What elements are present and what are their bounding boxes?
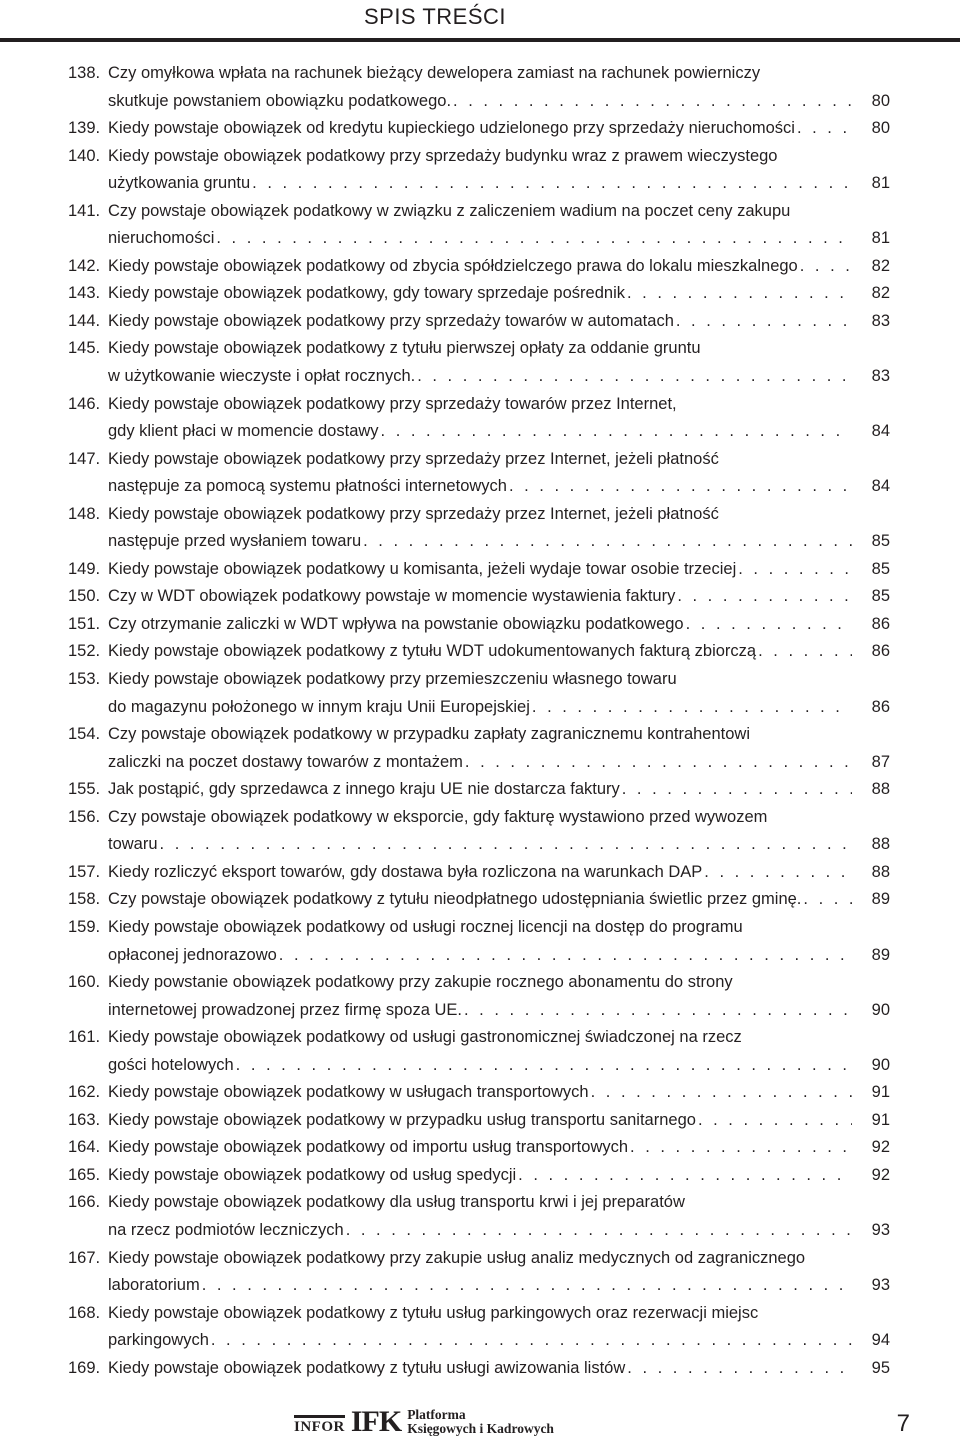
entry-body — [108, 804, 890, 859]
dot-leader — [738, 556, 852, 584]
entry-page-number: 89 — [871, 890, 890, 909]
entry-page-number: 87 — [871, 752, 890, 771]
entry-last-line — [108, 115, 890, 143]
entry-last-line — [108, 170, 890, 198]
entry-number: 144. — [68, 311, 101, 330]
entry-title-line: Kiedy powstaje obowiązek podatkowy z tytułu usług parkingowych oraz rezerwacji miejsc — [108, 1303, 759, 1322]
dot-leader — [627, 1355, 852, 1383]
toc-entry[interactable] — [68, 1024, 890, 1079]
toc-entry[interactable] — [68, 198, 890, 253]
dot-leader — [800, 253, 852, 281]
entry-body — [108, 391, 890, 446]
entry-last-line — [108, 1217, 890, 1245]
entry-title-line: do magazynu położonego w innym kraju Unii Europejskiej — [108, 697, 530, 716]
entry-title-line: Kiedy powstaje obowiązek podatkowy od usługi rocznej licencji na dostęp do programu — [108, 917, 743, 936]
entry-number: 138. — [68, 64, 101, 82]
toc-entry[interactable] — [68, 253, 890, 281]
dot-leader — [465, 749, 852, 777]
entry-title-line: Kiedy powstaje obowiązek podatkowy przy sprzedaży budynku wraz z prawem wieczystego — [108, 146, 778, 165]
entry-page-number: 83 — [871, 311, 890, 330]
entry-number: 166. — [68, 1193, 101, 1212]
entry-title-line: Kiedy rozliczyć eksport towarów, gdy dostawa była rozliczona na warunkach DAP — [108, 862, 703, 881]
toc-entry[interactable] — [68, 1162, 890, 1190]
toc-entry[interactable] — [68, 308, 890, 336]
entry-page-number: 81 — [871, 174, 890, 193]
entry-title-line: Kiedy powstaje obowiązek podatkowy w usługach transportowych — [108, 1083, 589, 1102]
entry-number: 145. — [68, 339, 101, 358]
dot-leader — [211, 1327, 852, 1355]
entry-body — [108, 611, 890, 639]
entry-body — [108, 501, 890, 556]
entry-number: 154. — [68, 725, 101, 744]
entry-number: 158. — [68, 890, 101, 909]
dot-leader — [160, 831, 852, 859]
entry-number: 141. — [68, 201, 101, 220]
entry-last-line — [108, 1272, 890, 1300]
toc-entry[interactable] — [68, 1245, 890, 1300]
dot-leader — [453, 88, 852, 116]
entry-body — [108, 1107, 890, 1135]
entry-title-line: Kiedy powstaje obowiązek podatkowy z tytułu WDT udokumentowanych fakturą zbiorczą — [108, 642, 757, 661]
entry-title-line: Kiedy powstaje obowiązek podatkowy od usług spedycji — [108, 1165, 517, 1184]
entry-page-number: 80 — [871, 119, 890, 138]
logo-line-2: Księgowych i Kadrowych — [407, 1421, 554, 1436]
toc-entry[interactable] — [68, 335, 890, 390]
entry-title-line: Kiedy powstaje obowiązek podatkowy w przypadku usług transportu sanitarnego — [108, 1110, 696, 1129]
entry-number: 146. — [68, 394, 101, 413]
entry-last-line — [108, 611, 890, 639]
entry-page-number: 85 — [871, 587, 890, 606]
entry-page-number: 85 — [871, 559, 890, 578]
entry-last-line — [108, 1134, 890, 1162]
dot-leader — [363, 528, 852, 556]
entry-title-line: w użytkowanie wieczyste i opłat rocznych. — [108, 367, 416, 386]
toc-entry[interactable] — [68, 611, 890, 639]
entry-body — [108, 1189, 890, 1244]
entry-body — [108, 1162, 890, 1190]
entry-number: 140. — [68, 146, 101, 165]
dot-leader — [627, 280, 852, 308]
entry-page-number: 88 — [871, 780, 890, 799]
entry-page-number: 91 — [871, 1083, 890, 1102]
entry-body — [108, 253, 890, 281]
entry-page-number: 86 — [871, 614, 890, 633]
entry-last-line — [108, 776, 890, 804]
entry-page-number: 86 — [871, 697, 890, 716]
entry-number: 149. — [68, 559, 101, 578]
entry-body — [108, 776, 890, 804]
dot-leader — [704, 859, 852, 887]
entry-title-line: Kiedy powstaje obowiązek podatkowy przy sprzedaży towarów przez Internet, — [108, 394, 677, 413]
toc-entry[interactable] — [68, 969, 890, 1024]
entry-title-line: Kiedy powstaje obowiązek podatkowy przy przemieszczeniu własnego towaru — [108, 670, 677, 689]
entry-last-line — [108, 88, 890, 116]
entry-body — [108, 1079, 890, 1107]
entry-last-line — [108, 831, 890, 859]
entry-title-line: Kiedy powstaje obowiązek podatkowy od usługi gastronomicznej świadczonej na rzecz — [108, 1028, 742, 1047]
entry-page-number: 88 — [871, 835, 890, 854]
entry-last-line — [108, 859, 890, 887]
dot-leader — [417, 363, 852, 391]
entry-number: 152. — [68, 642, 101, 661]
entry-last-line — [108, 473, 890, 501]
entry-last-line — [108, 942, 890, 970]
dot-leader — [532, 694, 852, 722]
toc-entry[interactable] — [68, 391, 890, 446]
dot-leader — [622, 776, 852, 804]
entry-title-line: Kiedy powstaje obowiązek od kredytu kupieckiego udzielonego przy sprzedaży nieruchomości — [108, 119, 795, 138]
entry-title-line: Kiedy powstaje obowiązek podatkowy przy zakupie usług analiz medycznych od zagranicznego — [108, 1248, 806, 1267]
entry-title-line: nieruchomości — [108, 229, 215, 248]
entry-number: 168. — [68, 1303, 101, 1322]
entry-body — [108, 583, 890, 611]
entry-last-line — [108, 1079, 890, 1107]
dot-leader — [803, 886, 852, 914]
entry-number: 164. — [68, 1138, 101, 1157]
entry-last-line — [108, 1052, 890, 1080]
entry-title-line: Jak postąpić, gdy sprzedawca z innego kraju UE nie dostarcza faktury — [108, 780, 620, 799]
entry-page-number: 92 — [871, 1138, 890, 1157]
entry-last-line — [108, 694, 890, 722]
toc-entry[interactable] — [68, 638, 890, 666]
toc-entry[interactable] — [68, 280, 890, 308]
entry-title-line: Czy powstaje obowiązek podatkowy w przypadku zapłaty zagranicznemu kontrahentowi — [108, 725, 751, 744]
toc-entry[interactable] — [68, 914, 890, 969]
logo-line-1: Platforma — [407, 1407, 466, 1422]
entry-title-line: następuje przed wysłaniem towaru — [108, 532, 362, 551]
toc-entry[interactable] — [68, 1079, 890, 1107]
entry-title-line: internetowej prowadzonej przez firmę spoza UE. — [108, 1000, 463, 1019]
toc-entry[interactable] — [68, 556, 890, 584]
dot-leader — [216, 225, 852, 253]
entry-number: 147. — [68, 449, 101, 468]
logo-ifk: IFK — [350, 1405, 402, 1438]
entry-number: 142. — [68, 256, 101, 275]
table-of-contents — [68, 60, 890, 1382]
entry-number: 169. — [68, 1358, 101, 1377]
entry-body — [108, 198, 890, 253]
entry-last-line — [108, 886, 890, 914]
entry-title-line: gdy klient płaci w momencie dostawy — [108, 422, 379, 441]
entry-title-line: gości hotelowych — [108, 1055, 234, 1074]
entry-title-line: Kiedy powstaje obowiązek podatkowy u komisanta, jeżeli wydaje towar osobie trzeciej — [108, 559, 737, 578]
entry-body — [108, 1024, 890, 1079]
entry-title-line: laboratorium — [108, 1276, 200, 1295]
dot-leader — [797, 115, 852, 143]
entry-page-number: 88 — [871, 862, 890, 881]
entry-title-line: Kiedy powstaje obowiązek podatkowy dla usług transportu krwi i jej preparatów — [108, 1193, 685, 1212]
entry-title-line: użytkowania gruntu — [108, 174, 251, 193]
toc-entry[interactable] — [68, 583, 890, 611]
entry-title-line: Czy omyłkowa wpłata na rachunek bieżący dewelopera zamiast na rachunek powierniczy — [108, 64, 761, 82]
dot-leader — [686, 611, 852, 639]
entry-number: 160. — [68, 973, 101, 992]
entry-last-line — [108, 280, 890, 308]
entry-title-line: Czy powstaje obowiązek podatkowy z tytułu nieodpłatnego udostępniania świetlic przez gminę. — [108, 890, 802, 909]
dot-leader — [381, 418, 852, 446]
entry-page-number: 95 — [871, 1358, 890, 1377]
entry-title-line: Kiedy powstaje obowiązek podatkowy od importu usług transportowych — [108, 1138, 629, 1157]
entry-number: 161. — [68, 1028, 101, 1047]
publisher-logo — [294, 1405, 554, 1438]
dot-leader — [464, 997, 852, 1025]
entry-page-number: 86 — [871, 642, 890, 661]
toc-entry[interactable] — [68, 1355, 890, 1383]
page-number: 7 — [896, 1410, 910, 1437]
dot-leader — [279, 942, 852, 970]
entry-body — [108, 969, 890, 1024]
entry-title-line: parkingowych — [108, 1331, 209, 1350]
entry-body — [108, 280, 890, 308]
header-rule — [0, 38, 960, 42]
entry-page-number: 81 — [871, 229, 890, 248]
entry-title-line: Kiedy powstanie obowiązek podatkowy przy zakupie rocznego abonamentu do strony — [108, 973, 733, 992]
entry-title-line: na rzecz podmiotów leczniczych — [108, 1220, 344, 1239]
entry-number: 148. — [68, 504, 101, 523]
entry-page-number: 82 — [871, 256, 890, 275]
entry-last-line — [108, 556, 890, 584]
entry-body — [108, 335, 890, 390]
entry-title-line: Czy otrzymanie zaliczki w WDT wpływa na powstanie obowiązku podatkowego — [108, 614, 684, 633]
dot-leader — [236, 1052, 852, 1080]
entry-number: 159. — [68, 917, 101, 936]
entry-last-line — [108, 1355, 890, 1383]
entry-body — [108, 308, 890, 336]
entry-number: 157. — [68, 862, 101, 881]
entry-title-line: Kiedy powstaje obowiązek podatkowy z tytułu pierwszej opłaty za oddanie gruntu — [108, 339, 701, 358]
dot-leader — [677, 583, 852, 611]
entry-body — [108, 143, 890, 198]
toc-entry[interactable] — [68, 1189, 890, 1244]
entry-body — [108, 859, 890, 887]
entry-body — [108, 1300, 890, 1355]
entry-page-number: 84 — [871, 422, 890, 441]
entry-last-line — [108, 363, 890, 391]
entry-number: 167. — [68, 1248, 101, 1267]
entry-last-line — [108, 749, 890, 777]
dot-leader — [202, 1272, 852, 1300]
entry-title-line: Kiedy powstaje obowiązek podatkowy przy sprzedaży towarów w automatach — [108, 311, 674, 330]
entry-title-line: zaliczki na poczet dostawy towarów z montażem — [108, 752, 463, 771]
entry-body — [108, 446, 890, 501]
logo-platform-name — [407, 1408, 554, 1436]
entry-last-line — [108, 583, 890, 611]
entry-number: 163. — [68, 1110, 101, 1129]
entry-number: 165. — [68, 1165, 101, 1184]
dot-leader — [698, 1107, 852, 1135]
entry-page-number: 93 — [871, 1276, 890, 1295]
toc-entry[interactable] — [68, 804, 890, 859]
entry-page-number: 89 — [871, 945, 890, 964]
entry-last-line — [108, 225, 890, 253]
toc-entry[interactable] — [68, 60, 890, 115]
entry-number: 150. — [68, 587, 101, 606]
entry-title-line: Kiedy powstaje obowiązek podatkowy przy sprzedaży przez Internet, jeżeli płatność — [108, 449, 719, 468]
entry-title-line: Kiedy powstaje obowiązek podatkowy przy sprzedaży przez Internet, jeżeli płatność — [108, 504, 719, 523]
entry-page-number: 85 — [871, 532, 890, 551]
toc-entry[interactable] — [68, 446, 890, 501]
toc-entry[interactable] — [68, 776, 890, 804]
entry-title-line: towaru — [108, 835, 158, 854]
entry-page-number: 90 — [871, 1055, 890, 1074]
entry-title-line: Kiedy powstaje obowiązek podatkowy z tytułu usługi awizowania listów — [108, 1358, 626, 1377]
entry-title-line: Kiedy powstaje obowiązek podatkowy, gdy towary sprzedaje pośrednik — [108, 284, 625, 303]
entry-body — [108, 886, 890, 914]
entry-last-line — [108, 528, 890, 556]
entry-body — [108, 666, 890, 721]
entry-body — [108, 914, 890, 969]
entry-number: 156. — [68, 807, 101, 826]
entry-title-line: Kiedy powstaje obowiązek podatkowy od zbycia spółdzielczego prawa do lokalu mieszkalnego — [108, 256, 798, 275]
entry-title-line: Czy powstaje obowiązek podatkowy w eksporcie, gdy fakturę wystawiono przed wywozem — [108, 807, 768, 826]
toc-entry[interactable] — [68, 666, 890, 721]
entry-page-number: 94 — [871, 1331, 890, 1350]
toc-entry[interactable] — [68, 1107, 890, 1135]
dot-leader — [252, 170, 852, 198]
toc-entry[interactable] — [68, 1134, 890, 1162]
toc-entry[interactable] — [68, 501, 890, 556]
entry-page-number: 82 — [871, 284, 890, 303]
toc-entry[interactable] — [68, 143, 890, 198]
entry-page-number: 93 — [871, 1220, 890, 1239]
entry-body — [108, 1355, 890, 1383]
entry-page-number: 83 — [871, 367, 890, 386]
entry-body — [108, 638, 890, 666]
entry-last-line — [108, 997, 890, 1025]
entry-last-line — [108, 1107, 890, 1135]
entry-page-number: 92 — [871, 1165, 890, 1184]
entry-title-line: Czy w WDT obowiązek podatkowy powstaje w momencie wystawienia faktury — [108, 587, 676, 606]
entry-last-line — [108, 1327, 890, 1355]
entry-page-number: 91 — [871, 1110, 890, 1129]
dot-leader — [591, 1079, 852, 1107]
entry-body — [108, 60, 890, 115]
dot-leader — [346, 1217, 852, 1245]
toc-entry[interactable] — [68, 859, 890, 887]
running-header-title: SPIS TREŚCI — [363, 4, 506, 29]
dot-leader — [676, 308, 852, 336]
entry-number: 153. — [68, 670, 101, 689]
entry-last-line — [108, 418, 890, 446]
entry-number: 139. — [68, 119, 101, 138]
entry-last-line — [108, 1162, 890, 1190]
entry-page-number: 90 — [871, 1000, 890, 1019]
entry-last-line — [108, 308, 890, 336]
entry-page-number: 84 — [871, 477, 890, 496]
entry-title-line: następuje za pomocą systemu płatności internetowych — [108, 477, 507, 496]
entry-body — [108, 556, 890, 584]
entry-number: 162. — [68, 1083, 101, 1102]
logo-infor: INFOR — [294, 1415, 345, 1436]
entry-body — [108, 1134, 890, 1162]
entry-last-line — [108, 638, 890, 666]
entry-number: 143. — [68, 284, 101, 303]
entry-number: 155. — [68, 780, 101, 799]
dot-leader — [630, 1134, 852, 1162]
entry-body — [108, 721, 890, 776]
entry-number: 151. — [68, 614, 101, 633]
entry-page-number: 80 — [871, 91, 890, 110]
dot-leader — [758, 638, 852, 666]
entry-body — [108, 1245, 890, 1300]
toc-entry[interactable] — [68, 721, 890, 776]
entry-body — [108, 115, 890, 143]
toc-entry[interactable] — [68, 886, 890, 914]
entry-title-line: opłaconej jednorazowo — [108, 945, 277, 964]
toc-entry[interactable] — [68, 115, 890, 143]
toc-entry[interactable] — [68, 1300, 890, 1355]
entry-title-line: Czy powstaje obowiązek podatkowy w związku z zaliczeniem wadium na poczet ceny zakupu — [108, 201, 791, 220]
dot-leader — [518, 1162, 852, 1190]
dot-leader — [509, 473, 852, 501]
entry-last-line — [108, 253, 890, 281]
entry-title-line: skutkuje powstaniem obowiązku podatkowego. — [108, 91, 452, 110]
